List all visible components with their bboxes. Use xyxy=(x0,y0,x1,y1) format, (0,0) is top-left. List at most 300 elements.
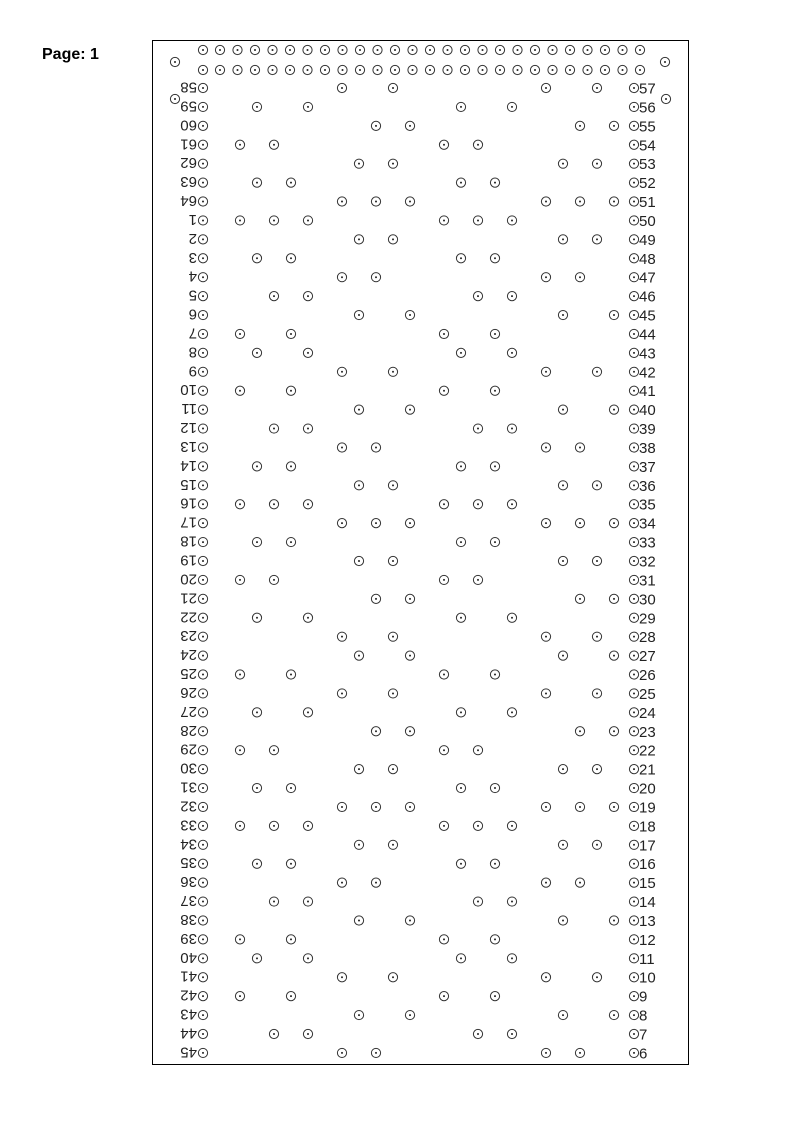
pattern-hole-icon xyxy=(592,159,601,168)
row-label-left: 10 xyxy=(180,381,197,399)
row-label-left: 6 xyxy=(188,305,197,323)
row-label-left: 18 xyxy=(180,532,197,550)
row-label-right: 22 xyxy=(639,742,656,760)
pattern-hole-icon xyxy=(286,254,295,263)
row-hole-icon xyxy=(629,556,638,565)
pattern-hole-icon xyxy=(507,708,516,717)
row-hole-icon xyxy=(198,273,207,282)
pattern-hole-icon xyxy=(558,916,567,925)
row-hole-icon xyxy=(629,897,638,906)
row-hole-icon xyxy=(198,575,207,584)
pattern-hole-icon xyxy=(575,443,584,452)
row-hole-icon xyxy=(629,329,638,338)
pattern-hole-icon xyxy=(592,973,601,982)
row-hole-icon xyxy=(198,443,207,452)
header-hole-icon xyxy=(443,65,452,74)
pattern-hole-icon xyxy=(490,992,499,1001)
header-hole-icon xyxy=(548,45,557,54)
row-hole-icon xyxy=(629,1048,638,1057)
header-hole-icon xyxy=(268,65,277,74)
pattern-hole-icon xyxy=(541,367,550,376)
row-label-left: 34 xyxy=(180,835,197,853)
row-label-right: 39 xyxy=(639,421,656,439)
pattern-hole-icon xyxy=(490,386,499,395)
row-hole-icon xyxy=(629,613,638,622)
pattern-hole-icon xyxy=(286,935,295,944)
pattern-hole-icon xyxy=(286,992,295,1001)
page-label: Page: 1 xyxy=(42,46,99,63)
pattern-hole-icon xyxy=(490,670,499,679)
side-hole-icon xyxy=(661,94,670,103)
pattern-hole-icon xyxy=(269,897,278,906)
pattern-hole-icon xyxy=(371,443,380,452)
row-label-left: 3 xyxy=(188,248,197,266)
pattern-hole-icon xyxy=(371,121,380,130)
pattern-hole-icon xyxy=(337,197,346,206)
row-label-right: 33 xyxy=(639,534,656,552)
pattern-hole-icon xyxy=(558,1010,567,1019)
pattern-hole-icon xyxy=(609,916,618,925)
row-label-left: 16 xyxy=(180,494,197,512)
pattern-hole-icon xyxy=(354,1010,363,1019)
pattern-hole-icon xyxy=(439,670,448,679)
pattern-hole-icon xyxy=(354,481,363,490)
pattern-hole-icon xyxy=(456,708,465,717)
pattern-hole-icon xyxy=(575,594,584,603)
header-hole-icon xyxy=(355,65,364,74)
row-label-left: 40 xyxy=(180,948,197,966)
pattern-hole-icon xyxy=(490,783,499,792)
header-hole-icon xyxy=(583,45,592,54)
row-label-right: 52 xyxy=(639,175,656,193)
pattern-hole-icon xyxy=(609,310,618,319)
pattern-hole-icon xyxy=(337,443,346,452)
pattern-hole-icon xyxy=(252,783,261,792)
pattern-hole-icon xyxy=(439,386,448,395)
row-hole-icon xyxy=(629,783,638,792)
row-hole-icon xyxy=(629,348,638,357)
pattern-hole-icon xyxy=(507,1029,516,1038)
row-hole-icon xyxy=(198,916,207,925)
row-hole-icon xyxy=(629,216,638,225)
row-hole-icon xyxy=(629,821,638,830)
row-label-right: 17 xyxy=(639,837,656,855)
pattern-hole-icon xyxy=(235,575,244,584)
pattern-hole-icon xyxy=(558,310,567,319)
row-hole-icon xyxy=(629,273,638,282)
row-hole-icon xyxy=(198,954,207,963)
pattern-hole-icon xyxy=(439,140,448,149)
row-hole-icon xyxy=(198,935,207,944)
header-hole-icon xyxy=(530,65,539,74)
row-label-left: 59 xyxy=(180,97,197,115)
side-hole-icon xyxy=(660,57,669,66)
row-hole-icon xyxy=(198,197,207,206)
pattern-hole-icon xyxy=(269,424,278,433)
header-hole-icon xyxy=(303,65,312,74)
pattern-hole-icon xyxy=(269,575,278,584)
pattern-hole-icon xyxy=(592,367,601,376)
row-hole-icon xyxy=(198,83,207,92)
header-hole-icon xyxy=(285,45,294,54)
pattern-hole-icon xyxy=(252,102,261,111)
row-hole-icon xyxy=(198,405,207,414)
row-hole-icon xyxy=(198,519,207,528)
row-label-left: 35 xyxy=(180,854,197,872)
pattern-hole-icon xyxy=(456,348,465,357)
row-label-right: 34 xyxy=(639,515,656,533)
row-label-right: 7 xyxy=(639,1026,648,1044)
header-hole-icon xyxy=(600,65,609,74)
row-hole-icon xyxy=(198,121,207,130)
pattern-hole-icon xyxy=(252,613,261,622)
row-hole-icon xyxy=(629,140,638,149)
pattern-hole-icon xyxy=(507,102,516,111)
row-label-left: 12 xyxy=(180,419,197,437)
pattern-hole-icon xyxy=(609,405,618,414)
pattern-hole-icon xyxy=(541,443,550,452)
row-hole-icon xyxy=(198,556,207,565)
header-hole-icon xyxy=(338,65,347,74)
row-label-right: 35 xyxy=(639,496,656,514)
row-hole-icon xyxy=(198,1048,207,1057)
pattern-hole-icon xyxy=(371,802,380,811)
row-label-left: 39 xyxy=(180,929,197,947)
pattern-hole-icon xyxy=(405,727,414,736)
pattern-hole-icon xyxy=(371,1048,380,1057)
row-label-right: 21 xyxy=(639,761,656,779)
pattern-hole-icon xyxy=(252,254,261,263)
header-hole-icon xyxy=(460,65,469,74)
row-label-left: 9 xyxy=(188,362,197,380)
row-hole-icon xyxy=(629,443,638,452)
pattern-hole-icon xyxy=(473,1029,482,1038)
row-label-left: 44 xyxy=(180,1024,197,1042)
row-label-left: 36 xyxy=(180,873,197,891)
pattern-hole-icon xyxy=(354,556,363,565)
header-hole-icon xyxy=(390,65,399,74)
row-hole-icon xyxy=(198,424,207,433)
header-hole-icon xyxy=(320,45,329,54)
header-hole-icon xyxy=(425,45,434,54)
row-hole-icon xyxy=(629,840,638,849)
header-hole-icon xyxy=(460,45,469,54)
pattern-hole-icon xyxy=(337,878,346,887)
pattern-hole-icon xyxy=(286,670,295,679)
row-label-left: 13 xyxy=(180,437,197,455)
pattern-hole-icon xyxy=(507,821,516,830)
pattern-hole-icon xyxy=(558,840,567,849)
pattern-hole-icon xyxy=(388,556,397,565)
row-label-left: 11 xyxy=(181,400,197,418)
pattern-hole-icon xyxy=(473,216,482,225)
pattern-hole-icon xyxy=(609,651,618,660)
row-label-left: 63 xyxy=(180,173,197,191)
pattern-hole-icon xyxy=(609,519,618,528)
header-hole-icon xyxy=(250,45,259,54)
row-label-left: 20 xyxy=(180,570,197,588)
row-hole-icon xyxy=(629,83,638,92)
row-hole-icon xyxy=(629,651,638,660)
pattern-hole-icon xyxy=(490,254,499,263)
pattern-hole-icon xyxy=(456,254,465,263)
row-hole-icon xyxy=(198,992,207,1001)
row-hole-icon xyxy=(629,954,638,963)
pattern-hole-icon xyxy=(388,973,397,982)
row-label-right: 19 xyxy=(639,799,656,817)
row-label-left: 43 xyxy=(180,1005,197,1023)
pattern-hole-icon xyxy=(405,651,414,660)
pattern-hole-icon xyxy=(235,500,244,509)
pattern-hole-icon xyxy=(405,310,414,319)
row-hole-icon xyxy=(629,916,638,925)
pattern-hole-icon xyxy=(303,897,312,906)
header-hole-icon xyxy=(565,45,574,54)
pattern-hole-icon xyxy=(354,405,363,414)
pattern-hole-icon xyxy=(388,481,397,490)
pattern-hole-icon xyxy=(388,83,397,92)
pattern-hole-icon xyxy=(235,140,244,149)
pattern-hole-icon xyxy=(541,83,550,92)
pattern-hole-icon xyxy=(439,992,448,1001)
row-label-right: 36 xyxy=(639,477,656,495)
row-hole-icon xyxy=(629,367,638,376)
row-hole-icon xyxy=(198,178,207,187)
pattern-hole-icon xyxy=(473,424,482,433)
row-hole-icon xyxy=(198,727,207,736)
pattern-hole-icon xyxy=(269,500,278,509)
pattern-hole-icon xyxy=(303,1029,312,1038)
row-label-left: 24 xyxy=(180,646,197,664)
row-label-left: 62 xyxy=(180,154,197,172)
pattern-hole-icon xyxy=(473,140,482,149)
header-hole-icon xyxy=(408,45,417,54)
header-hole-icon xyxy=(478,45,487,54)
pattern-hole-icon xyxy=(405,802,414,811)
pattern-hole-icon xyxy=(439,935,448,944)
pattern-hole-icon xyxy=(405,121,414,130)
holes-layer xyxy=(170,45,670,1057)
row-hole-icon xyxy=(629,746,638,755)
row-hole-icon xyxy=(629,689,638,698)
pattern-hole-icon xyxy=(252,462,261,471)
pattern-hole-icon xyxy=(269,1029,278,1038)
pattern-hole-icon xyxy=(388,840,397,849)
row-hole-icon xyxy=(629,197,638,206)
header-hole-icon xyxy=(513,45,522,54)
pattern-hole-icon xyxy=(252,178,261,187)
row-hole-icon xyxy=(629,765,638,774)
pattern-hole-icon xyxy=(575,878,584,887)
row-label-right: 25 xyxy=(639,685,656,703)
row-label-right: 54 xyxy=(639,137,656,155)
row-label-right: 32 xyxy=(639,553,656,571)
pattern-hole-icon xyxy=(337,632,346,641)
row-hole-icon xyxy=(629,992,638,1001)
row-hole-icon xyxy=(198,708,207,717)
header-hole-icon xyxy=(548,65,557,74)
pattern-hole-icon xyxy=(354,651,363,660)
pattern-hole-icon xyxy=(558,235,567,244)
row-hole-icon xyxy=(198,973,207,982)
pattern-hole-icon xyxy=(507,613,516,622)
pattern-hole-icon xyxy=(371,197,380,206)
pattern-hole-icon xyxy=(575,727,584,736)
pattern-hole-icon xyxy=(303,613,312,622)
side-hole-icon xyxy=(170,57,179,66)
header-hole-icon xyxy=(495,45,504,54)
row-label-right: 49 xyxy=(639,231,656,249)
row-label-left: 29 xyxy=(180,740,197,758)
pattern-hole-icon xyxy=(286,783,295,792)
pattern-hole-icon xyxy=(286,178,295,187)
row-label-right: 9 xyxy=(639,988,648,1006)
pattern-hole-icon xyxy=(303,821,312,830)
row-label-right: 37 xyxy=(639,458,656,476)
pattern-hole-icon xyxy=(269,140,278,149)
row-label-right: 10 xyxy=(639,969,656,987)
pattern-hole-icon xyxy=(541,689,550,698)
pattern-hole-icon xyxy=(235,216,244,225)
row-hole-icon xyxy=(198,746,207,755)
row-label-right: 50 xyxy=(639,212,656,230)
row-label-right: 20 xyxy=(639,780,656,798)
row-label-left: 15 xyxy=(180,475,197,493)
header-hole-icon xyxy=(565,65,574,74)
row-hole-icon xyxy=(629,178,638,187)
row-label-left: 45 xyxy=(180,1043,197,1061)
row-hole-icon xyxy=(198,102,207,111)
pattern-hole-icon xyxy=(592,840,601,849)
row-label-left: 17 xyxy=(180,513,197,531)
row-hole-icon xyxy=(629,500,638,509)
row-hole-icon xyxy=(198,348,207,357)
pattern-hole-icon xyxy=(371,727,380,736)
header-hole-icon xyxy=(635,45,644,54)
row-hole-icon xyxy=(629,708,638,717)
pattern-hole-icon xyxy=(490,178,499,187)
pattern-hole-icon xyxy=(507,500,516,509)
row-label-right: 30 xyxy=(639,591,656,609)
pattern-hole-icon xyxy=(456,783,465,792)
pattern-hole-icon xyxy=(405,594,414,603)
pattern-hole-icon xyxy=(303,216,312,225)
pattern-hole-icon xyxy=(388,632,397,641)
row-label-right: 56 xyxy=(639,99,656,117)
pattern-hole-icon xyxy=(558,481,567,490)
header-hole-icon xyxy=(250,65,259,74)
pattern-hole-icon xyxy=(286,462,295,471)
row-hole-icon xyxy=(629,102,638,111)
row-label-right: 12 xyxy=(639,931,656,949)
pattern-hole-icon xyxy=(337,802,346,811)
pattern-hole-icon xyxy=(303,292,312,301)
header-hole-icon xyxy=(303,45,312,54)
row-label-left: 28 xyxy=(180,721,197,739)
row-hole-icon xyxy=(629,462,638,471)
pattern-hole-icon xyxy=(507,216,516,225)
row-label-right: 13 xyxy=(639,912,656,930)
row-label-left: 1 xyxy=(188,210,197,228)
pattern-hole-icon xyxy=(303,708,312,717)
pattern-hole-icon xyxy=(388,765,397,774)
pattern-hole-icon xyxy=(490,329,499,338)
header-hole-icon xyxy=(285,65,294,74)
row-hole-icon xyxy=(629,405,638,414)
row-hole-icon xyxy=(629,632,638,641)
row-label-right: 31 xyxy=(639,572,656,590)
pattern-hole-icon xyxy=(592,765,601,774)
pattern-hole-icon xyxy=(354,159,363,168)
pattern-hole-icon xyxy=(490,537,499,546)
row-label-right: 38 xyxy=(639,439,656,457)
pattern-hole-icon xyxy=(371,878,380,887)
row-label-right: 23 xyxy=(639,723,656,741)
row-hole-icon xyxy=(629,935,638,944)
pattern-hole-icon xyxy=(456,954,465,963)
pattern-hole-icon xyxy=(388,235,397,244)
pattern-hole-icon xyxy=(473,575,482,584)
row-hole-icon xyxy=(629,424,638,433)
row-label-left: 30 xyxy=(180,759,197,777)
row-label-right: 24 xyxy=(639,704,656,722)
header-hole-icon xyxy=(443,45,452,54)
pattern-hole-icon xyxy=(490,462,499,471)
row-label-left: 37 xyxy=(180,892,197,910)
pattern-hole-icon xyxy=(456,859,465,868)
pattern-hole-icon xyxy=(473,821,482,830)
pattern-hole-icon xyxy=(235,821,244,830)
pattern-hole-icon xyxy=(303,954,312,963)
row-label-right: 18 xyxy=(639,818,656,836)
pattern-hole-icon xyxy=(507,897,516,906)
pattern-hole-icon xyxy=(507,954,516,963)
pattern-hole-icon xyxy=(558,765,567,774)
pattern-hole-icon xyxy=(558,405,567,414)
row-hole-icon xyxy=(198,689,207,698)
pattern-hole-icon xyxy=(473,500,482,509)
pattern-hole-icon xyxy=(541,973,550,982)
header-hole-icon xyxy=(425,65,434,74)
row-label-left: 4 xyxy=(188,267,197,285)
row-label-left: 33 xyxy=(180,816,197,834)
pattern-hole-icon xyxy=(354,310,363,319)
pattern-hole-icon xyxy=(286,329,295,338)
header-hole-icon xyxy=(215,45,224,54)
labels-layer xyxy=(180,79,655,1063)
row-label-right: 28 xyxy=(639,629,656,647)
pattern-hole-icon xyxy=(490,859,499,868)
pattern-hole-icon xyxy=(405,916,414,925)
row-label-right: 29 xyxy=(639,610,656,628)
pattern-hole-icon xyxy=(456,102,465,111)
pattern-hole-icon xyxy=(337,689,346,698)
pattern-hole-icon xyxy=(337,519,346,528)
row-label-right: 14 xyxy=(639,894,656,912)
row-hole-icon xyxy=(198,159,207,168)
row-hole-icon xyxy=(198,859,207,868)
pattern-hole-icon xyxy=(235,935,244,944)
row-hole-icon xyxy=(629,481,638,490)
row-hole-icon xyxy=(629,1010,638,1019)
row-label-left: 38 xyxy=(180,910,197,928)
row-hole-icon xyxy=(629,802,638,811)
pattern-hole-icon xyxy=(388,159,397,168)
row-hole-icon xyxy=(629,1029,638,1038)
pattern-hole-icon xyxy=(303,424,312,433)
pattern-hole-icon xyxy=(541,878,550,887)
pattern-hole-icon xyxy=(337,273,346,282)
